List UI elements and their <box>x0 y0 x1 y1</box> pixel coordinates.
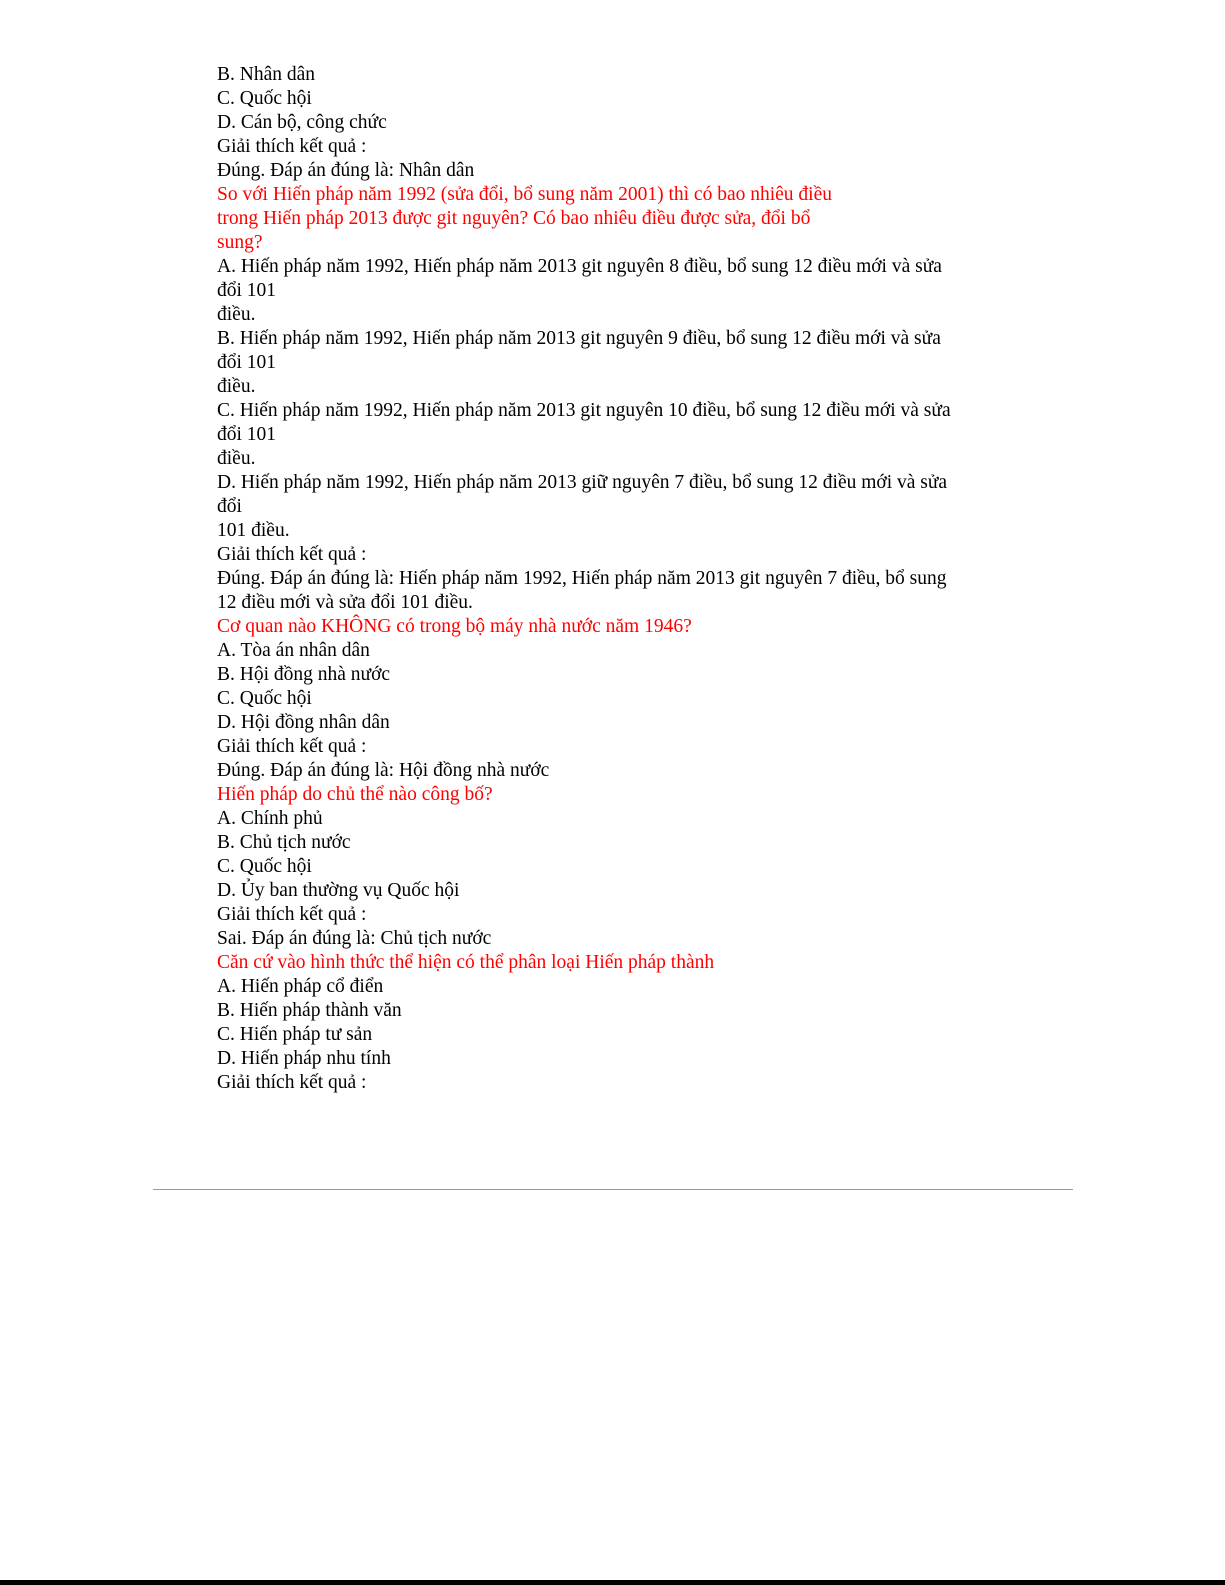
answer-line: 12 điều mới và sửa đổi 101 điều. <box>217 592 473 613</box>
bottom-edge-bar <box>0 1580 1225 1585</box>
answer-line: A. Chính phủ <box>217 808 323 829</box>
answer-line: Giải thích kết quả : <box>217 136 367 157</box>
answer-line: đổi <box>217 496 242 517</box>
answer-line: điều. <box>217 376 256 397</box>
question-text: Căn cứ vào hình thức thể hiện có thể phân loại Hiến pháp thành <box>217 952 715 973</box>
question-text: trong Hiến pháp 2013 được git nguyên? Có bao nhiêu điều được sửa, đổi bổ <box>217 208 811 229</box>
answer-line: D. Cán bộ, công chức <box>217 112 387 133</box>
answer-line: điều. <box>217 448 256 469</box>
answer-line: 101 điều. <box>217 520 290 541</box>
question-text: So với Hiến pháp năm 1992 (sửa đổi, bổ sung năm 2001) thì có bao nhiêu điều <box>217 184 833 205</box>
answer-line: đổi 101 <box>217 424 277 445</box>
page-divider <box>153 1189 1073 1190</box>
answer-line: C. Hiến pháp năm 1992, Hiến pháp năm 2013 git nguyên 10 điều, bổ sung 12 điều mới và sửa <box>217 400 951 421</box>
answer-line: C. Quốc hội <box>217 688 312 709</box>
document-body <box>217 63 1017 1095</box>
answer-line: Đúng. Đáp án đúng là: Hiến pháp năm 1992, Hiến pháp năm 2013 git nguyên 7 điều, bổ sung <box>217 568 947 589</box>
answer-line: D. Hiến pháp năm 1992, Hiến pháp năm 2013 giữ nguyên 7 điều, bổ sung 12 điều mới và sửa <box>217 472 948 493</box>
answer-line: B. Hội đồng nhà nước <box>217 664 391 685</box>
answer-line: D. Hiến pháp nhu tính <box>217 1048 391 1069</box>
answer-line: B. Hiến pháp năm 1992, Hiến pháp năm 2013 git nguyên 9 điều, bổ sung 12 điều mới và sửa <box>217 328 941 349</box>
answer-line: B. Hiến pháp thành văn <box>217 1000 402 1021</box>
answer-line: Sai. Đáp án đúng là: Chủ tịch nước <box>217 928 492 949</box>
question-text: Cơ quan nào KHÔNG có trong bộ máy nhà nước năm 1946? <box>217 616 692 637</box>
answer-line: Giải thích kết quả : <box>217 736 367 757</box>
answer-line: A. Hiến pháp năm 1992, Hiến pháp năm 2013 git nguyên 8 điều, bổ sung 12 điều mới và sửa <box>217 256 942 277</box>
answer-line: D. Ủy ban thường vụ Quốc hội <box>217 880 460 901</box>
answer-line: điều. <box>217 304 256 325</box>
answer-line: B. Chủ tịch nước <box>217 832 351 853</box>
answer-line: C. Quốc hội <box>217 88 312 109</box>
answer-line: Giải thích kết quả : <box>217 544 367 565</box>
answer-line: Đúng. Đáp án đúng là: Nhân dân <box>217 160 475 181</box>
question-text: Hiến pháp do chủ thể nào công bố? <box>217 784 493 805</box>
question-text: sung? <box>217 232 263 253</box>
answer-line: A. Hiến pháp cổ điển <box>217 976 384 997</box>
answer-line: D. Hội đồng nhân dân <box>217 712 390 733</box>
answer-line: Đúng. Đáp án đúng là: Hội đồng nhà nước <box>217 760 550 781</box>
answer-line: C. Quốc hội <box>217 856 312 877</box>
answer-line: đổi 101 <box>217 280 277 301</box>
answer-line: Giải thích kết quả : <box>217 1072 367 1093</box>
answer-line: A. Tòa án nhân dân <box>217 640 370 661</box>
answer-line: Giải thích kết quả : <box>217 904 367 925</box>
answer-line: đổi 101 <box>217 352 277 373</box>
answer-line: C. Hiến pháp tư sản <box>217 1024 373 1045</box>
answer-line: B. Nhân dân <box>217 64 316 85</box>
